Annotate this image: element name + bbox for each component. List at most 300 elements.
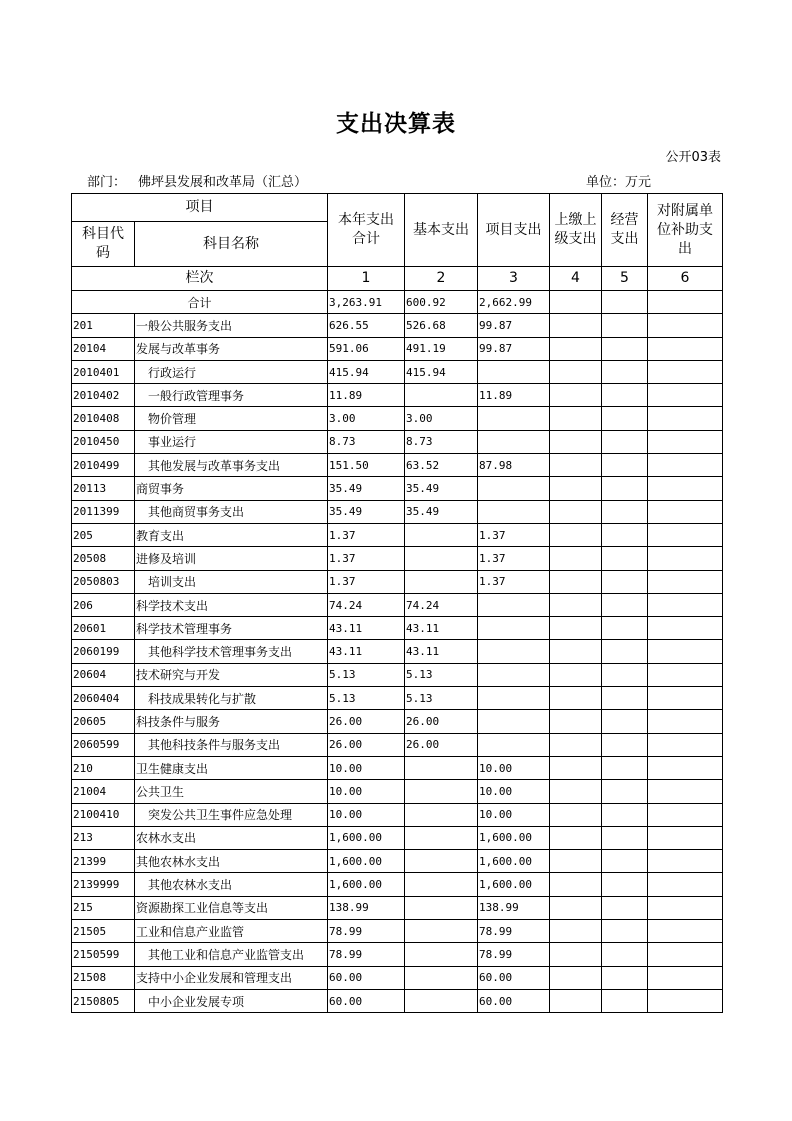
project-expenditure-cell bbox=[478, 663, 550, 686]
remit-superior-cell bbox=[550, 733, 602, 756]
subsidy-affiliates-cell bbox=[648, 710, 723, 733]
operating-expenditure-cell bbox=[602, 523, 648, 546]
total-expenditure-cell: 1.37 bbox=[328, 523, 405, 546]
basic-expenditure-cell: 5.13 bbox=[405, 663, 478, 686]
subject-code-cell: 2060199 bbox=[72, 640, 135, 663]
table-row bbox=[72, 663, 723, 686]
remit-superior-cell bbox=[550, 477, 602, 500]
subsidy-affiliates-cell bbox=[648, 640, 723, 663]
project-expenditure-cell: 60.00 bbox=[478, 966, 550, 989]
total-expenditure-cell: 10.00 bbox=[328, 780, 405, 803]
project-expenditure-cell bbox=[478, 710, 550, 733]
header-subject-name: 科目名称 bbox=[135, 222, 328, 267]
operating-expenditure-cell bbox=[602, 803, 648, 826]
subject-code-cell: 205 bbox=[72, 523, 135, 546]
operating-expenditure-cell bbox=[602, 756, 648, 779]
subsidy-affiliates-cell bbox=[648, 966, 723, 989]
project-expenditure-cell bbox=[478, 733, 550, 756]
subject-code-cell: 2060404 bbox=[72, 687, 135, 710]
operating-expenditure-cell bbox=[602, 826, 648, 849]
table-row bbox=[72, 989, 723, 1012]
project-expenditure-cell: 138.99 bbox=[478, 896, 550, 919]
project-expenditure-cell: 87.98 bbox=[478, 454, 550, 477]
total-expenditure-cell: 1,600.00 bbox=[328, 826, 405, 849]
subsidy-affiliates-cell bbox=[648, 337, 723, 360]
remit-superior-cell bbox=[550, 989, 602, 1012]
basic-expenditure-cell: 8.73 bbox=[405, 430, 478, 453]
project-expenditure-cell: 11.89 bbox=[478, 384, 550, 407]
subject-code-cell: 2150599 bbox=[72, 943, 135, 966]
header-remit-superior: 上缴上级支出 bbox=[550, 194, 602, 267]
subsidy-affiliates-cell bbox=[648, 989, 723, 1012]
table-row bbox=[72, 547, 723, 570]
subject-name-cell: 一般行政管理事务 bbox=[135, 384, 328, 407]
operating-expenditure-cell bbox=[602, 477, 648, 500]
subject-name-cell: 农林水支出 bbox=[135, 826, 328, 849]
department-value: 佛坪县发展和改革局（汇总） bbox=[138, 175, 308, 190]
table-row bbox=[72, 733, 723, 756]
subject-name-cell: 教育支出 bbox=[135, 523, 328, 546]
operating-expenditure-cell bbox=[602, 710, 648, 733]
operating-expenditure-cell bbox=[602, 430, 648, 453]
unit-label: 单位：万元 bbox=[586, 175, 652, 190]
header-operating-expenditure: 经营支出 bbox=[602, 194, 648, 267]
basic-expenditure-cell bbox=[405, 896, 478, 919]
subsidy-affiliates-cell bbox=[648, 873, 723, 896]
header-subsidy-affiliates: 对附属单位补助支出 bbox=[648, 194, 723, 267]
subject-code-cell: 20604 bbox=[72, 663, 135, 686]
remit-superior-cell bbox=[550, 407, 602, 430]
subject-name-cell: 培训支出 bbox=[135, 570, 328, 593]
basic-expenditure-cell: 43.11 bbox=[405, 617, 478, 640]
remit-superior-cell bbox=[550, 593, 602, 616]
header-project: 项目 bbox=[72, 194, 328, 222]
table-row bbox=[72, 360, 723, 383]
table-row bbox=[72, 920, 723, 943]
remit-superior-cell bbox=[550, 570, 602, 593]
subject-name-cell: 其他工业和信息产业监管支出 bbox=[135, 943, 328, 966]
project-expenditure-cell: 10.00 bbox=[478, 780, 550, 803]
table-row bbox=[72, 756, 723, 779]
operating-expenditure-cell bbox=[602, 314, 648, 337]
total-expenditure-cell: 60.00 bbox=[328, 966, 405, 989]
total-expenditure-cell: 10.00 bbox=[328, 803, 405, 826]
page-title: 支出决算表 bbox=[336, 111, 456, 137]
subject-code-cell: 2060599 bbox=[72, 733, 135, 756]
subject-name-cell: 科技条件与服务 bbox=[135, 710, 328, 733]
subsidy-affiliates-cell bbox=[648, 547, 723, 570]
subject-code-cell: 2011399 bbox=[72, 500, 135, 523]
remit-superior-cell bbox=[550, 943, 602, 966]
table-row bbox=[72, 454, 723, 477]
table-row bbox=[72, 500, 723, 523]
operating-expenditure-cell bbox=[602, 873, 648, 896]
remit-superior-cell bbox=[550, 896, 602, 919]
subject-code-cell: 20508 bbox=[72, 547, 135, 570]
subject-code-cell: 2139999 bbox=[72, 873, 135, 896]
subject-code-cell: 206 bbox=[72, 593, 135, 616]
total-expenditure-cell: 151.50 bbox=[328, 454, 405, 477]
project-expenditure-cell bbox=[478, 477, 550, 500]
operating-expenditure-cell bbox=[602, 384, 648, 407]
subject-name-cell: 支持中小企业发展和管理支出 bbox=[135, 966, 328, 989]
remit-superior-cell bbox=[550, 756, 602, 779]
subject-code-cell: 201 bbox=[72, 314, 135, 337]
subsidy-affiliates-cell bbox=[648, 500, 723, 523]
subject-code-cell: 2100410 bbox=[72, 803, 135, 826]
subject-code-cell: 215 bbox=[72, 896, 135, 919]
total-expenditure-cell: 35.49 bbox=[328, 477, 405, 500]
department-line bbox=[87, 171, 307, 190]
empty-cell bbox=[602, 291, 648, 314]
basic-expenditure-cell bbox=[405, 756, 478, 779]
table-row bbox=[72, 314, 723, 337]
basic-expenditure-cell: 74.24 bbox=[405, 593, 478, 616]
basic-expenditure-cell: 415.94 bbox=[405, 360, 478, 383]
subsidy-affiliates-cell bbox=[648, 477, 723, 500]
operating-expenditure-cell bbox=[602, 687, 648, 710]
subject-code-cell: 20601 bbox=[72, 617, 135, 640]
remit-superior-cell bbox=[550, 873, 602, 896]
basic-expenditure-cell bbox=[405, 780, 478, 803]
total-expenditure-cell: 1.37 bbox=[328, 570, 405, 593]
remit-superior-cell bbox=[550, 314, 602, 337]
total-expenditure-cell: 74.24 bbox=[328, 593, 405, 616]
operating-expenditure-cell bbox=[602, 920, 648, 943]
project-expenditure-cell: 1.37 bbox=[478, 547, 550, 570]
total-expenditure-cell: 626.55 bbox=[328, 314, 405, 337]
subject-code-cell: 21399 bbox=[72, 850, 135, 873]
basic-expenditure-cell: 63.52 bbox=[405, 454, 478, 477]
subsidy-affiliates-cell bbox=[648, 850, 723, 873]
project-expenditure-cell: 1.37 bbox=[478, 523, 550, 546]
table-row bbox=[72, 896, 723, 919]
total-expenditure-cell: 11.89 bbox=[328, 384, 405, 407]
operating-expenditure-cell bbox=[602, 640, 648, 663]
subsidy-affiliates-cell bbox=[648, 384, 723, 407]
remit-superior-cell bbox=[550, 430, 602, 453]
project-expenditure-cell bbox=[478, 593, 550, 616]
total-expenditure-cell: 1,600.00 bbox=[328, 850, 405, 873]
subject-name-cell: 其他农林水支出 bbox=[135, 850, 328, 873]
basic-expenditure-cell bbox=[405, 943, 478, 966]
operating-expenditure-cell bbox=[602, 989, 648, 1012]
header-basic-expenditure: 基本支出 bbox=[405, 194, 478, 267]
subject-name-cell: 科学技术支出 bbox=[135, 593, 328, 616]
table-row bbox=[72, 850, 723, 873]
header-project-expenditure: 项目支出 bbox=[478, 194, 550, 267]
basic-expenditure-cell bbox=[405, 570, 478, 593]
project-expenditure-cell bbox=[478, 430, 550, 453]
header-subject-code: 科目代码 bbox=[72, 222, 135, 267]
total-expenditure-cell: 35.49 bbox=[328, 500, 405, 523]
total-label: 合计 bbox=[72, 291, 328, 314]
seq-number: 3 bbox=[478, 267, 550, 291]
project-expenditure-cell bbox=[478, 407, 550, 430]
total-expenditure-cell: 10.00 bbox=[328, 756, 405, 779]
table-row bbox=[72, 826, 723, 849]
basic-expenditure-cell: 526.68 bbox=[405, 314, 478, 337]
subject-name-cell: 发展与改革事务 bbox=[135, 337, 328, 360]
remit-superior-cell bbox=[550, 500, 602, 523]
remit-superior-cell bbox=[550, 617, 602, 640]
subsidy-affiliates-cell bbox=[648, 454, 723, 477]
subject-name-cell: 一般公共服务支出 bbox=[135, 314, 328, 337]
project-expenditure-cell: 10.00 bbox=[478, 803, 550, 826]
table-row bbox=[72, 966, 723, 989]
subsidy-affiliates-cell bbox=[648, 617, 723, 640]
remit-superior-cell bbox=[550, 920, 602, 943]
basic-expenditure-cell: 5.13 bbox=[405, 687, 478, 710]
subsidy-affiliates-cell bbox=[648, 687, 723, 710]
operating-expenditure-cell bbox=[602, 337, 648, 360]
project-expenditure-cell: 1,600.00 bbox=[478, 850, 550, 873]
total-expenditure-cell: 5.13 bbox=[328, 687, 405, 710]
subject-code-cell: 20605 bbox=[72, 710, 135, 733]
basic-expenditure-cell bbox=[405, 873, 478, 896]
total-expenditure-cell: 591.06 bbox=[328, 337, 405, 360]
total-value: 3,263.91 bbox=[328, 291, 405, 314]
subsidy-affiliates-cell bbox=[648, 756, 723, 779]
remit-superior-cell bbox=[550, 337, 602, 360]
project-expenditure-cell: 1,600.00 bbox=[478, 826, 550, 849]
subsidy-affiliates-cell bbox=[648, 593, 723, 616]
subject-name-cell: 其他发展与改革事务支出 bbox=[135, 454, 328, 477]
seq-number: 2 bbox=[405, 267, 478, 291]
subject-code-cell: 2050803 bbox=[72, 570, 135, 593]
subject-name-cell: 卫生健康支出 bbox=[135, 756, 328, 779]
project-expenditure-cell: 99.87 bbox=[478, 314, 550, 337]
subject-code-cell: 2010401 bbox=[72, 360, 135, 383]
subsidy-affiliates-cell bbox=[648, 920, 723, 943]
empty-cell bbox=[648, 291, 723, 314]
operating-expenditure-cell bbox=[602, 966, 648, 989]
total-expenditure-cell: 43.11 bbox=[328, 617, 405, 640]
total-value: 600.92 bbox=[405, 291, 478, 314]
table-row bbox=[72, 943, 723, 966]
table-row bbox=[72, 710, 723, 733]
basic-expenditure-cell: 26.00 bbox=[405, 710, 478, 733]
subject-name-cell: 其他商贸事务支出 bbox=[135, 500, 328, 523]
total-expenditure-cell: 43.11 bbox=[328, 640, 405, 663]
subject-name-cell: 突发公共卫生事件应急处理 bbox=[135, 803, 328, 826]
subject-name-cell: 行政运行 bbox=[135, 360, 328, 383]
total-expenditure-cell: 78.99 bbox=[328, 920, 405, 943]
subsidy-affiliates-cell bbox=[648, 826, 723, 849]
table-row bbox=[72, 687, 723, 710]
table-row bbox=[72, 780, 723, 803]
basic-expenditure-cell: 35.49 bbox=[405, 477, 478, 500]
subsidy-affiliates-cell bbox=[648, 803, 723, 826]
subject-code-cell: 2010402 bbox=[72, 384, 135, 407]
total-expenditure-cell: 26.00 bbox=[328, 710, 405, 733]
basic-expenditure-cell: 491.19 bbox=[405, 337, 478, 360]
subsidy-affiliates-cell bbox=[648, 430, 723, 453]
operating-expenditure-cell bbox=[602, 570, 648, 593]
subject-name-cell: 科学技术管理事务 bbox=[135, 617, 328, 640]
subject-name-cell: 物价管理 bbox=[135, 407, 328, 430]
operating-expenditure-cell bbox=[602, 593, 648, 616]
remit-superior-cell bbox=[550, 384, 602, 407]
total-expenditure-cell: 1.37 bbox=[328, 547, 405, 570]
total-value: 2,662.99 bbox=[478, 291, 550, 314]
subject-name-cell: 工业和信息产业监管 bbox=[135, 920, 328, 943]
remit-superior-cell bbox=[550, 360, 602, 383]
total-expenditure-cell: 60.00 bbox=[328, 989, 405, 1012]
basic-expenditure-cell bbox=[405, 850, 478, 873]
remit-superior-cell bbox=[550, 547, 602, 570]
remit-superior-cell bbox=[550, 523, 602, 546]
table-row bbox=[72, 477, 723, 500]
project-expenditure-cell: 99.87 bbox=[478, 337, 550, 360]
project-expenditure-cell: 78.99 bbox=[478, 920, 550, 943]
subsidy-affiliates-cell bbox=[648, 360, 723, 383]
basic-expenditure-cell bbox=[405, 966, 478, 989]
table-row bbox=[72, 337, 723, 360]
subject-name-cell: 公共卫生 bbox=[135, 780, 328, 803]
project-expenditure-cell bbox=[478, 687, 550, 710]
subject-name-cell: 技术研究与开发 bbox=[135, 663, 328, 686]
subject-name-cell: 其他科技条件与服务支出 bbox=[135, 733, 328, 756]
subject-code-cell: 2010450 bbox=[72, 430, 135, 453]
project-expenditure-cell bbox=[478, 360, 550, 383]
seq-number: 6 bbox=[648, 267, 723, 291]
subject-code-cell: 2150805 bbox=[72, 989, 135, 1012]
project-expenditure-cell: 1,600.00 bbox=[478, 873, 550, 896]
subject-code-cell: 213 bbox=[72, 826, 135, 849]
remit-superior-cell bbox=[550, 966, 602, 989]
total-expenditure-cell: 415.94 bbox=[328, 360, 405, 383]
basic-expenditure-cell bbox=[405, 547, 478, 570]
subject-code-cell: 21004 bbox=[72, 780, 135, 803]
subject-name-cell: 其他农林水支出 bbox=[135, 873, 328, 896]
subsidy-affiliates-cell bbox=[648, 407, 723, 430]
subsidy-affiliates-cell bbox=[648, 570, 723, 593]
basic-expenditure-cell: 43.11 bbox=[405, 640, 478, 663]
table-row bbox=[72, 430, 723, 453]
table-row bbox=[72, 384, 723, 407]
form-number: 公开03表 bbox=[665, 150, 721, 165]
project-expenditure-cell: 10.00 bbox=[478, 756, 550, 779]
subject-name-cell: 商贸事务 bbox=[135, 477, 328, 500]
expenditure-table bbox=[71, 193, 723, 1013]
total-expenditure-cell: 26.00 bbox=[328, 733, 405, 756]
table-row bbox=[72, 617, 723, 640]
table-row bbox=[72, 407, 723, 430]
basic-expenditure-cell bbox=[405, 523, 478, 546]
basic-expenditure-cell: 26.00 bbox=[405, 733, 478, 756]
subsidy-affiliates-cell bbox=[648, 943, 723, 966]
project-expenditure-cell: 1.37 bbox=[478, 570, 550, 593]
remit-superior-cell bbox=[550, 663, 602, 686]
remit-superior-cell bbox=[550, 826, 602, 849]
total-expenditure-cell: 3.00 bbox=[328, 407, 405, 430]
subject-name-cell: 中小企业发展专项 bbox=[135, 989, 328, 1012]
table-row bbox=[72, 640, 723, 663]
project-expenditure-cell bbox=[478, 640, 550, 663]
basic-expenditure-cell bbox=[405, 989, 478, 1012]
subsidy-affiliates-cell bbox=[648, 523, 723, 546]
subject-code-cell: 21508 bbox=[72, 966, 135, 989]
header-seq-label: 栏次 bbox=[72, 267, 328, 291]
total-expenditure-cell: 1,600.00 bbox=[328, 873, 405, 896]
operating-expenditure-cell bbox=[602, 733, 648, 756]
basic-expenditure-cell: 35.49 bbox=[405, 500, 478, 523]
subject-code-cell: 210 bbox=[72, 756, 135, 779]
subsidy-affiliates-cell bbox=[648, 780, 723, 803]
table-row bbox=[72, 593, 723, 616]
remit-superior-cell bbox=[550, 710, 602, 733]
operating-expenditure-cell bbox=[602, 896, 648, 919]
seq-number: 5 bbox=[602, 267, 648, 291]
project-expenditure-cell bbox=[478, 617, 550, 640]
total-expenditure-cell: 8.73 bbox=[328, 430, 405, 453]
total-expenditure-cell: 78.99 bbox=[328, 943, 405, 966]
project-expenditure-cell: 78.99 bbox=[478, 943, 550, 966]
subject-code-cell: 21505 bbox=[72, 920, 135, 943]
subsidy-affiliates-cell bbox=[648, 733, 723, 756]
table-row bbox=[72, 570, 723, 593]
operating-expenditure-cell bbox=[602, 454, 648, 477]
subsidy-affiliates-cell bbox=[648, 314, 723, 337]
total-expenditure-cell: 5.13 bbox=[328, 663, 405, 686]
subject-name-cell: 进修及培训 bbox=[135, 547, 328, 570]
subject-code-cell: 20104 bbox=[72, 337, 135, 360]
remit-superior-cell bbox=[550, 803, 602, 826]
subsidy-affiliates-cell bbox=[648, 896, 723, 919]
total-expenditure-cell: 138.99 bbox=[328, 896, 405, 919]
basic-expenditure-cell: 3.00 bbox=[405, 407, 478, 430]
empty-cell bbox=[550, 291, 602, 314]
operating-expenditure-cell bbox=[602, 500, 648, 523]
operating-expenditure-cell bbox=[602, 617, 648, 640]
project-expenditure-cell bbox=[478, 500, 550, 523]
subject-code-cell: 2010408 bbox=[72, 407, 135, 430]
operating-expenditure-cell bbox=[602, 360, 648, 383]
total-row bbox=[72, 291, 723, 314]
remit-superior-cell bbox=[550, 687, 602, 710]
remit-superior-cell bbox=[550, 640, 602, 663]
subject-code-cell: 20113 bbox=[72, 477, 135, 500]
subject-name-cell: 其他科学技术管理事务支出 bbox=[135, 640, 328, 663]
operating-expenditure-cell bbox=[602, 850, 648, 873]
seq-number: 4 bbox=[550, 267, 602, 291]
basic-expenditure-cell bbox=[405, 384, 478, 407]
basic-expenditure-cell bbox=[405, 803, 478, 826]
operating-expenditure-cell bbox=[602, 547, 648, 570]
subject-name-cell: 事业运行 bbox=[135, 430, 328, 453]
subject-name-cell: 资源勘探工业信息等支出 bbox=[135, 896, 328, 919]
subject-name-cell: 科技成果转化与扩散 bbox=[135, 687, 328, 710]
project-expenditure-cell: 60.00 bbox=[478, 989, 550, 1012]
seq-number: 1 bbox=[328, 267, 405, 291]
subsidy-affiliates-cell bbox=[648, 663, 723, 686]
operating-expenditure-cell bbox=[602, 780, 648, 803]
table-row bbox=[72, 803, 723, 826]
operating-expenditure-cell bbox=[602, 663, 648, 686]
remit-superior-cell bbox=[550, 850, 602, 873]
remit-superior-cell bbox=[550, 454, 602, 477]
basic-expenditure-cell bbox=[405, 920, 478, 943]
operating-expenditure-cell bbox=[602, 407, 648, 430]
remit-superior-cell bbox=[550, 780, 602, 803]
subject-code-cell: 2010499 bbox=[72, 454, 135, 477]
department-label: 部门： bbox=[87, 175, 127, 190]
header-total-expenditure: 本年支出合计 bbox=[328, 194, 405, 267]
operating-expenditure-cell bbox=[602, 943, 648, 966]
basic-expenditure-cell bbox=[405, 826, 478, 849]
table-row bbox=[72, 523, 723, 546]
